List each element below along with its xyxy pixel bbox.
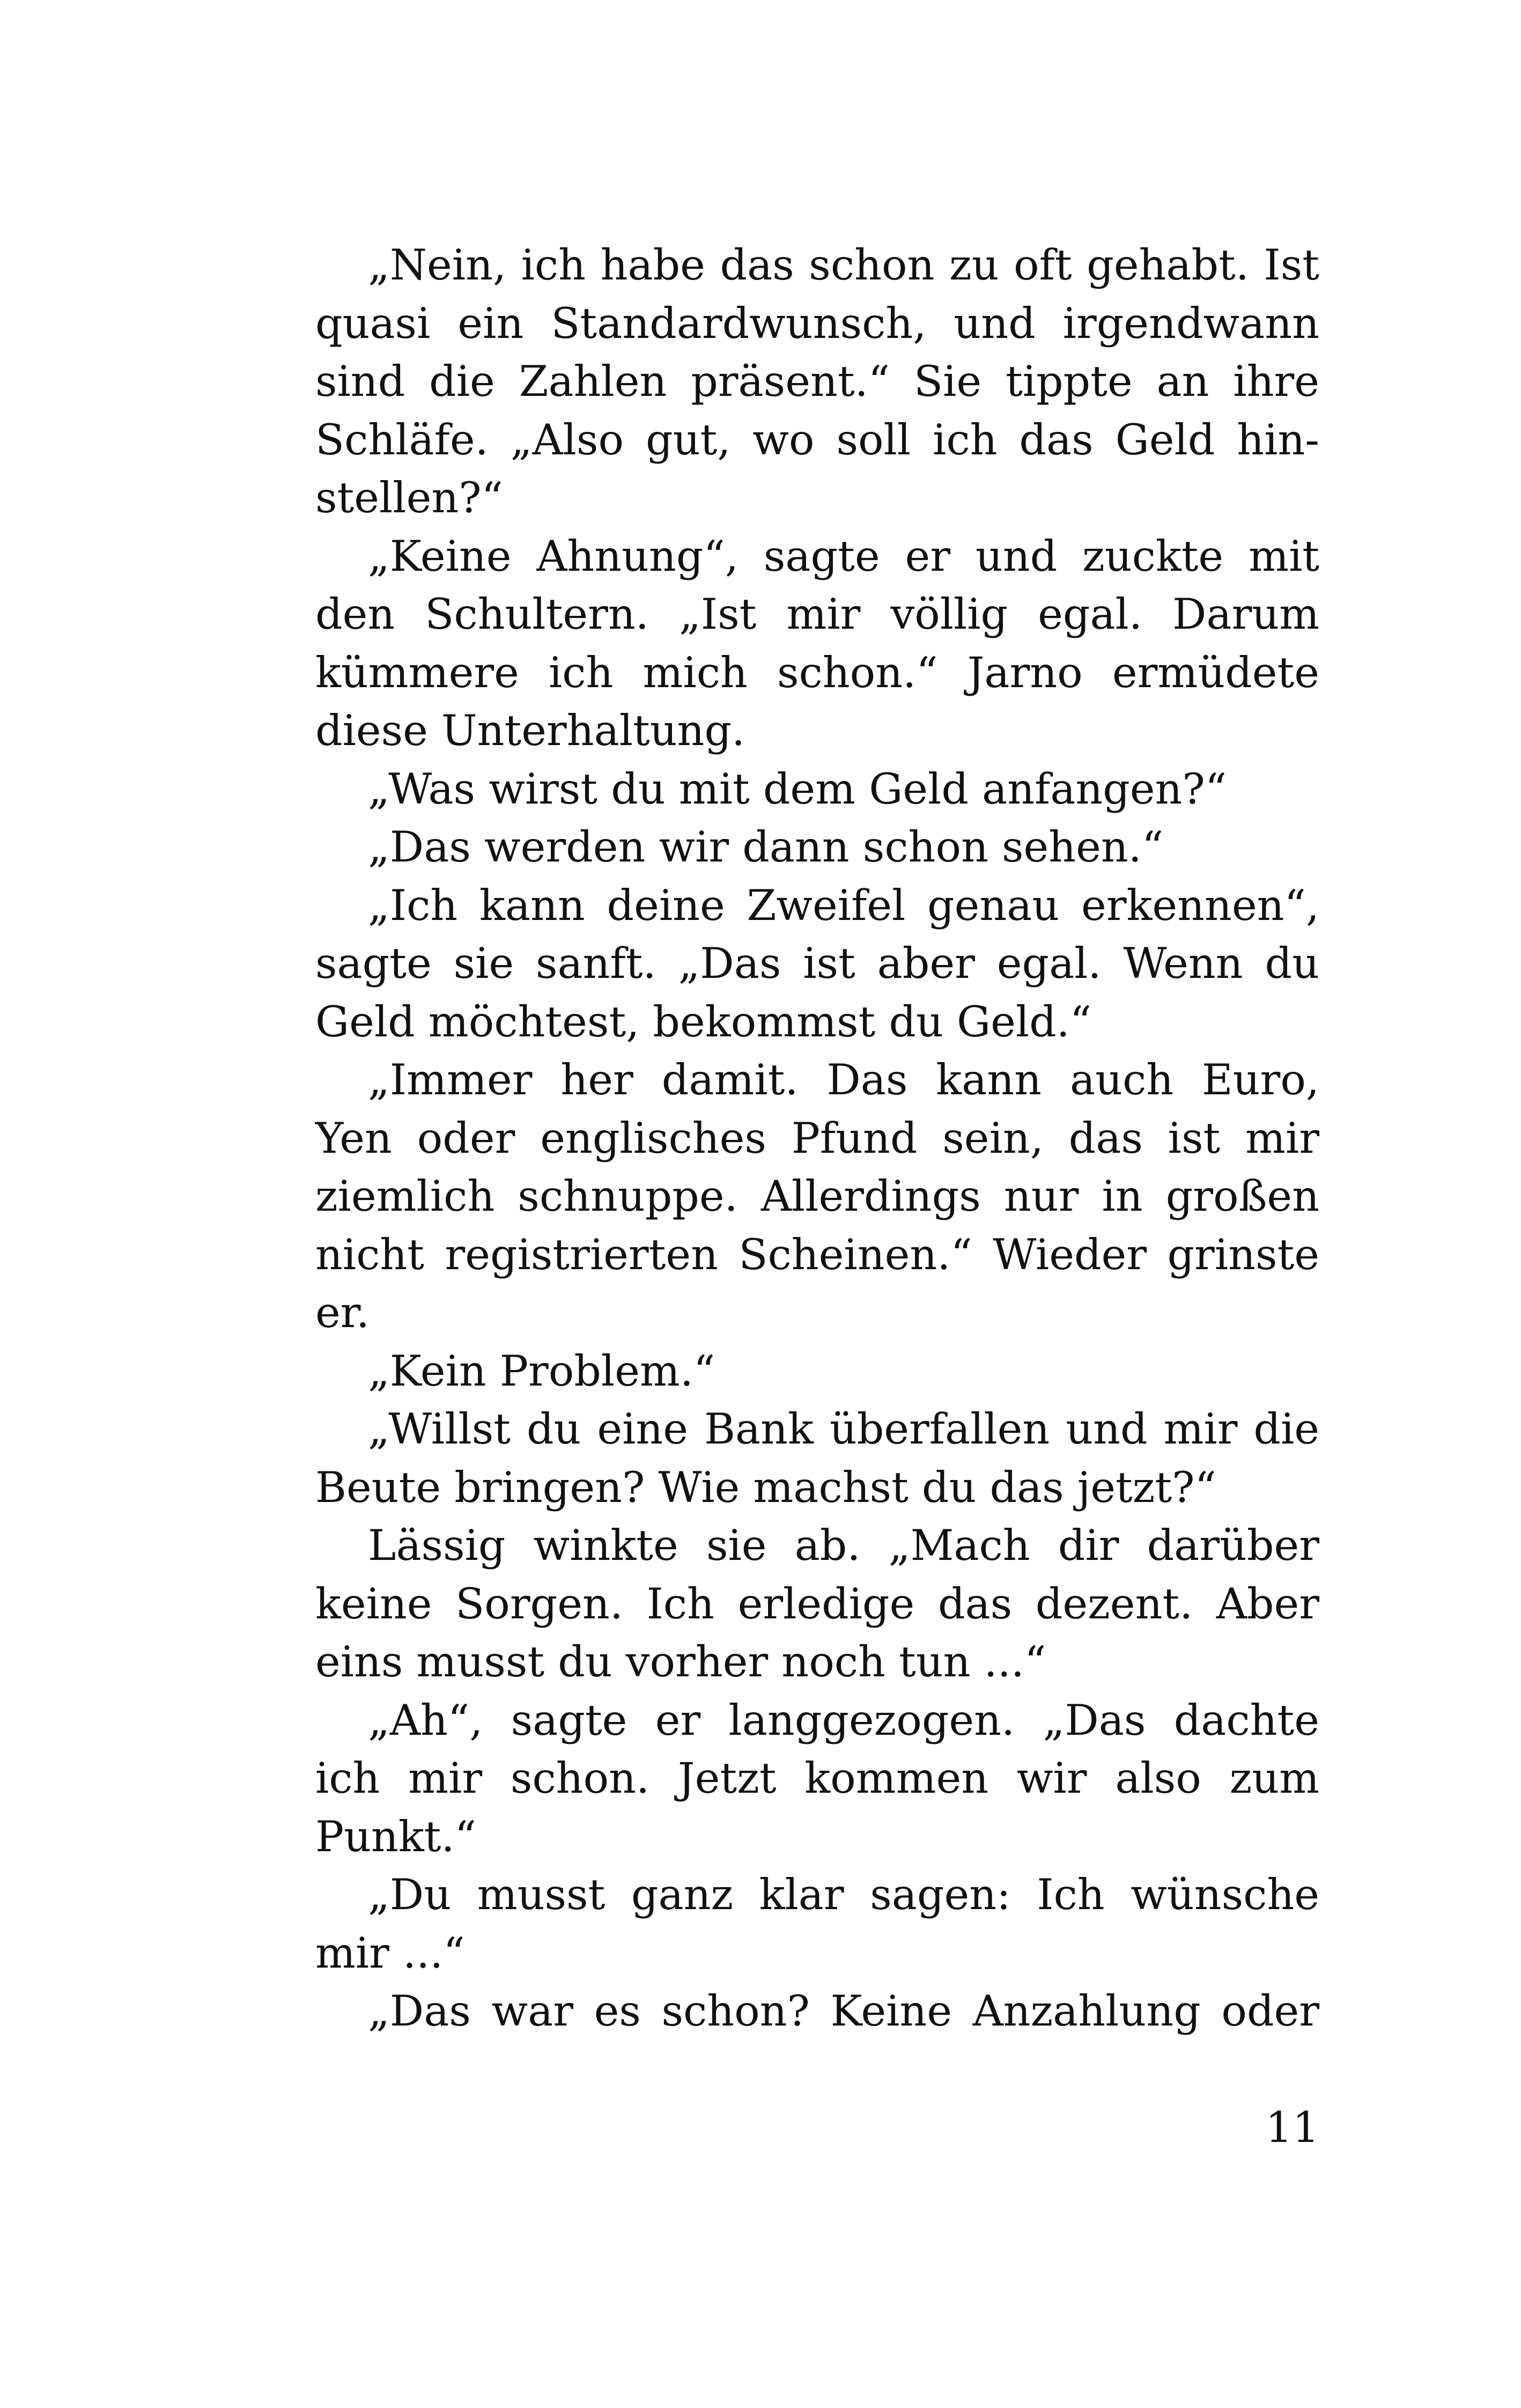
text-line: ich mir schon. Jetzt kommen wir also zum — [315, 1754, 1319, 1803]
text-line: sagte sie sanft. „Das ist aber egal. Wenn du — [315, 939, 1319, 988]
text-line: „Du musst ganz klar sagen: Ich wünsche — [368, 1870, 1319, 1919]
text-line: Lässig winkte sie ab. „Mach dir darüber — [368, 1521, 1319, 1570]
body-text — [315, 236, 1319, 2041]
page-number: 11 — [1265, 2103, 1319, 2152]
text-line: „Was wirst du mit dem Geld anfangen?“ — [368, 764, 1227, 814]
text-line: „Keine Ahnung“, sagte er und zuckte mit — [368, 531, 1319, 581]
text-line: stellen?“ — [315, 473, 503, 522]
text-line: den Schultern. „Ist mir völlig egal. Darum — [315, 590, 1319, 639]
text-line: quasi ein Standardwunsch, und irgendwann — [315, 298, 1319, 348]
text-line: eins musst du vorher noch tun ...“ — [315, 1637, 1046, 1687]
text-line: diese Unterhaltung. — [315, 706, 745, 755]
text-line: „Ah“, sagte er langgezogen. „Das dachte — [368, 1695, 1319, 1745]
text-line: Schläfe. „Also gut, wo soll ich das Geld hin- — [315, 415, 1319, 465]
text-line: „Das war es schon? Keine Anzahlung oder — [368, 1986, 1319, 2036]
text-line: keine Sorgen. Ich erledige das dezent. Aber — [315, 1579, 1319, 1629]
text-line: Beute bringen? Wie machst du das jetzt?“ — [315, 1462, 1216, 1512]
text-line: „Nein, ich habe das schon zu oft gehabt. Ist — [368, 240, 1319, 290]
text-line: Punkt.“ — [315, 1811, 477, 1861]
text-line: „Ich kann deine Zweifel genau erkennen“, — [368, 880, 1319, 930]
text-line: er. — [315, 1288, 370, 1337]
text-line: ziemlich schnuppe. Allerdings nur in großen — [315, 1172, 1319, 1221]
text-line: kümmere ich mich schon.“ Jarno ermüdete — [315, 647, 1319, 697]
text-line: nicht registrierten Scheinen.“ Wieder grinste — [315, 1229, 1319, 1279]
text-line: „Immer her damit. Das kann auch Euro, — [368, 1055, 1319, 1104]
text-line: mir ...“ — [315, 1928, 465, 1978]
text-line: „Kein Problem.“ — [368, 1346, 715, 1396]
text-line: „Willst du eine Bank überfallen und mir die — [368, 1404, 1319, 1454]
text-line: „Das werden wir dann schon sehen.“ — [368, 822, 1164, 872]
text-line: Geld möchtest, bekommst du Geld.“ — [315, 997, 1092, 1047]
text-line: sind die Zahlen präsent.“ Sie tippte an ihre — [315, 357, 1319, 406]
text-line: Yen oder englisches Pfund sein, das ist mir — [315, 1113, 1319, 1163]
